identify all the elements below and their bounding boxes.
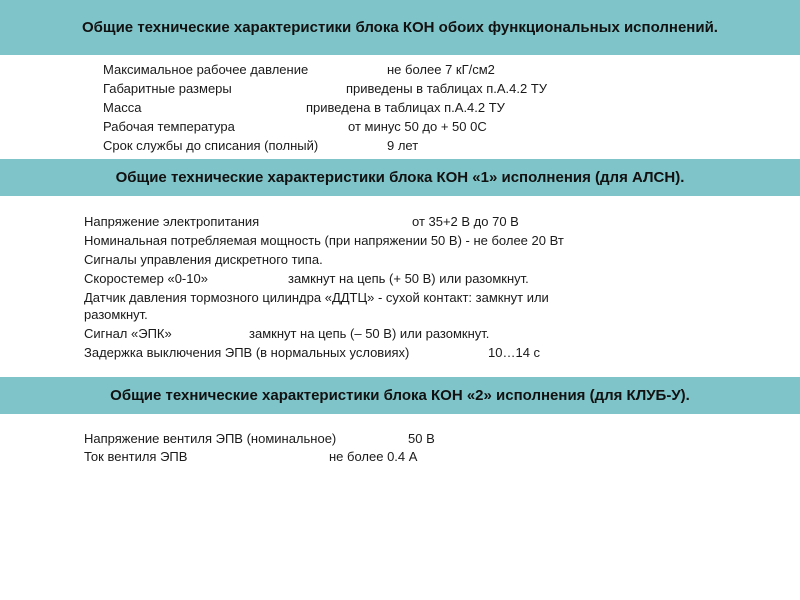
- spec-label: Напряжение вентиля ЭПВ (номинальное): [84, 431, 337, 446]
- spec-value: от минус 50 до + 50 0С: [348, 119, 487, 134]
- spec-value: 50 В: [408, 431, 435, 446]
- spec-value: 10…14 с: [488, 345, 541, 360]
- spec-value: замкнут на цепь (+ 50 В) или разомкнут.: [288, 271, 529, 286]
- section1-title: Общие технические характеристики блока КОН обоих функциональных исполнений.: [82, 19, 718, 36]
- section2-header: [0, 159, 800, 196]
- spec-label: Задержка выключения ЭПВ (в нормальных условиях): [84, 345, 410, 360]
- spec-label: разомкнут.: [84, 307, 148, 322]
- section2-title: Общие технические характеристики блока КОН «1» исполнения (для АЛСН).: [115, 169, 685, 186]
- section1-header: [0, 0, 800, 55]
- spec-label: Габаритные размеры: [103, 81, 232, 96]
- spec-label: Срок службы до списания (полный): [103, 138, 319, 153]
- spec-label: Рабочая температура: [103, 119, 235, 134]
- spec-label: Напряжение электропитания: [84, 214, 260, 229]
- spec-label: Датчик давления тормозного цилиндра «ДДТЦ» - сухой контакт: замкнут или: [84, 290, 549, 305]
- spec-value: 9 лет: [387, 138, 419, 153]
- spec-value: от 35+2 В до 70 В: [412, 214, 519, 229]
- spec-value: приведена в таблицах п.А.4.2 ТУ: [306, 100, 505, 115]
- spec-label: Сигналы управления дискретного типа.: [84, 252, 323, 267]
- section3-title: Общие технические характеристики блока КОН «2» исполнения (для КЛУБ-У).: [110, 387, 690, 404]
- spec-value: приведены в таблицах п.А.4.2 ТУ: [346, 81, 548, 96]
- spec-label: Скоростемер «0-10»: [84, 271, 208, 286]
- spec-label: Масса: [103, 100, 142, 115]
- spec-value: не более 0.4 А: [329, 449, 418, 464]
- spec-label: Максимальное рабочее давление: [103, 62, 309, 77]
- spec-label: Сигнал «ЭПК»: [84, 326, 172, 341]
- spec-value: не более 7 кГ/см2: [387, 62, 495, 77]
- section3-header: [0, 377, 800, 414]
- spec-label: Номинальная потребляемая мощность (при напряжении 50 В) - не более 20 Вт: [84, 233, 564, 248]
- spec-label: Ток вентиля ЭПВ: [84, 449, 188, 464]
- spec-value: замкнут на цепь (– 50 В) или разомкнут.: [249, 326, 490, 341]
